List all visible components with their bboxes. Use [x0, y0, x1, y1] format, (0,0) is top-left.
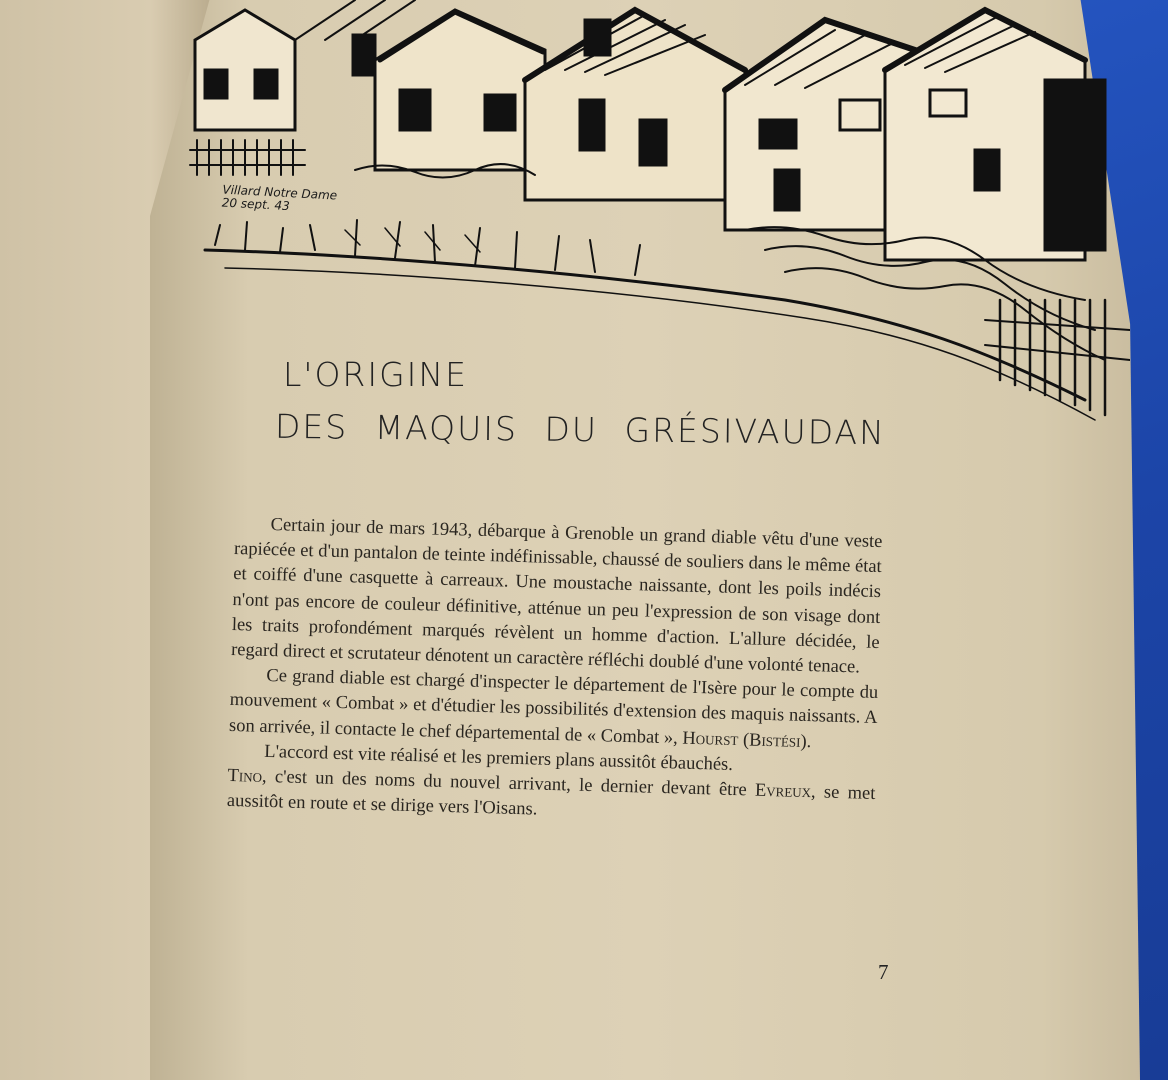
paragraph-1: Certain jour de mars 1943, débarque à Grenoble un grand diable vêtu d'une veste rapiécée et d'un pantalon de teinte indéfinissable, chaussé de souliers dans le même état et coiffé d'une casquette à carreaux. Une moustache naissante, dont les poils indécis n'ont pas encore de couleur définitive, atténue un peu l'expression de son visage dont les traits profondément marqués révèlent un homme d'action. L'allure décidée, le regard direct et scrutateur dénotent un caractère réfléchi doublé d'une volonté tenace. — [230, 515, 883, 678]
person-name-evreux: Evreux — [754, 780, 812, 803]
paragraph-4-end: , se met aussitôt en route et se dirige vers l'Oisans. — [226, 782, 876, 820]
paragraph-2-text: Ce grand diable est chargé d'inspecter le département de l'Isère pour le compte du mouvement « Combat » et d'étudier les possibilités d'extension des maquis naissants. A son arrivée, il contacte le chef départemental de « Combat », — [228, 666, 879, 749]
chapter-body — [227, 512, 883, 832]
page-number: 7 — [878, 960, 889, 984]
paragraph-4-text: , c'est un des noms du nouvel arrivant, le dernier devant être — [261, 766, 756, 801]
paragraph-2-end: . — [806, 731, 812, 752]
paragraph-3: L'accord est vite réalisé et les premiers plans aussitôt ébauchés. — [264, 741, 734, 775]
chapter-title-line-2: DES MAQUIS DU GRÉSIVAUDAN — [274, 406, 887, 453]
chapter-title-line-1: L'ORIGINE — [283, 355, 468, 394]
sketch-caption: Villard Notre Dame 20 sept. 43 — [221, 182, 338, 214]
person-name-tino: Tino — [227, 765, 263, 787]
person-name-hourst: Hourst (Bistési) — [682, 728, 807, 752]
